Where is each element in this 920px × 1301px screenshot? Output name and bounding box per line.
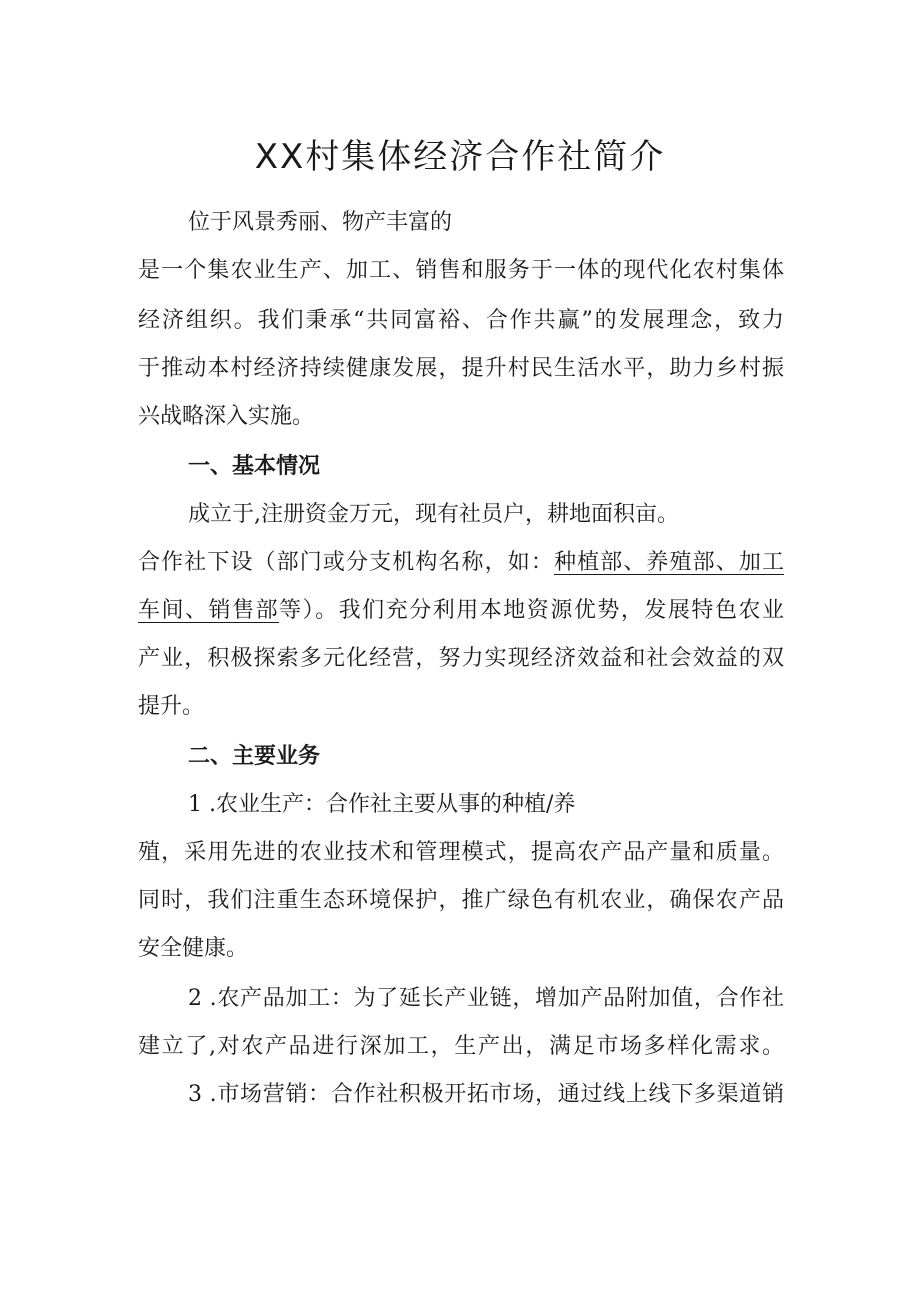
- section1-line-2-prefix: 合作社下设（部门或分支机构名称，如：: [138, 550, 554, 575]
- business-item-3-line-1: 3 .市场营销：合作社积极开拓市场，通过线上线下多渠道销: [188, 1082, 784, 1107]
- business-item-2-line-1: 2 .农产品加工：为了延长产业链，增加产品附加值，合作社: [188, 986, 784, 1011]
- intro-line-3: 经济组织。我们秉承“共同富裕、合作共赢”的发展理念，致力: [138, 308, 784, 333]
- intro-line-5: 兴战略深入实施。: [138, 404, 315, 429]
- section1-line-4: 产业，积极探索多元化经营，努力实现经济效益和社会效益的双: [138, 646, 784, 671]
- business-item-1-line-2: 殖，采用先进的农业技术和管理模式，提高农产品产量和质量。: [138, 840, 784, 865]
- business-item-1-line-4: 安全健康。: [138, 936, 249, 961]
- intro-line-2: 是一个集农业生产、加工、销售和服务于一体的现代化农村集体: [138, 258, 784, 283]
- business-item-1-line-3: 同时，我们注重生态环境保护，推广绿色有机农业，确保农产品: [138, 888, 784, 913]
- section-heading-basic-info: 一、基本情况: [188, 454, 321, 479]
- section1-line-1: 成立于,注册资金万元，现有社员户，耕地面积亩。: [188, 502, 679, 527]
- section1-line-5: 提升。: [138, 694, 205, 719]
- document-title: XX村集体经济合作社简介: [254, 137, 666, 177]
- business-item-2-line-2: 建立了,对农产品进行深加工，生产出，满足市场多样化需求。: [138, 1034, 784, 1059]
- intro-line-1: 位于风景秀丽、物产丰富的: [188, 210, 453, 235]
- section1-line-3-underlined: 车间、销售部: [138, 598, 280, 623]
- section1-line-3: [138, 596, 784, 626]
- section1-line-3-rest: 等）。我们充分利用本地资源优势，发展特色农业: [279, 598, 784, 623]
- section1-line-2: [138, 548, 784, 578]
- business-item-1-line-1: 1 .农业生产：合作社主要从事的种植/养: [188, 792, 576, 817]
- section-heading-main-business: 二、主要业务: [188, 744, 321, 769]
- section1-line-2-underlined: 种植部、养殖部、加工: [553, 550, 784, 575]
- intro-line-4: 于推动本村经济持续健康发展，提升村民生活水平，助力乡村振: [138, 356, 784, 381]
